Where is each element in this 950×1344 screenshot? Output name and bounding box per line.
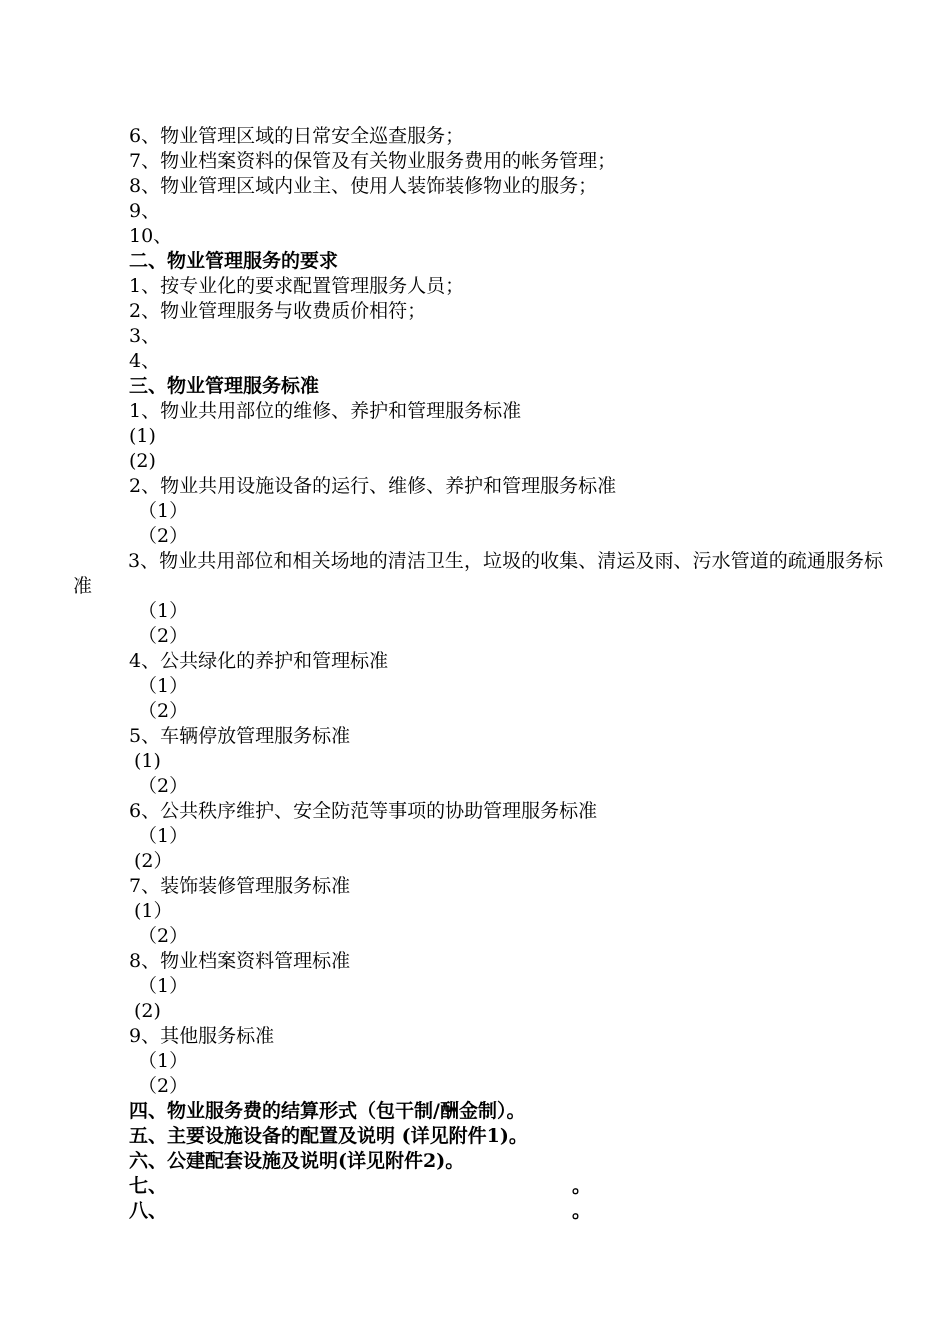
standard-title-6: 6、公共秩序维护、安全防范等事项的协助管理服务标准 [129, 800, 598, 822]
section-heading-6: 六、公建配套设施及说明(详见附件2)。 [129, 1150, 465, 1172]
section-heading-4: 四、物业服务费的结算形式（包干制/酬金制）。 [129, 1100, 526, 1122]
standard-4-sub-2: （2） [138, 700, 189, 722]
requirement-item-3: 3、 [129, 325, 161, 347]
standard-2-sub-2: （2） [138, 525, 189, 547]
standard-3-sub-1: （1） [138, 600, 189, 622]
requirement-item-1: 1、按专业化的要求配置管理服务人员； [129, 275, 465, 297]
standard-8-sub-1: （1） [138, 975, 189, 997]
standard-9-sub-1: （1） [138, 1050, 189, 1072]
standard-title-5: 5、车辆停放管理服务标准 [129, 725, 351, 747]
requirement-item-2: 2、物业管理服务与收费质价相符； [129, 300, 427, 322]
standard-title-3: 3、物业共用部位和相关场地的清洁卫生，垃圾的收集、清运及雨、污水管道的疏通服务标准 [73, 550, 883, 597]
standard-4-sub-1: （1） [138, 675, 189, 697]
section-7-end-mark: 。 [572, 1175, 592, 1197]
standard-title-7: 7、装饰装修管理服务标准 [129, 875, 351, 897]
requirement-item-4: 4、 [129, 350, 161, 372]
standard-7-sub-1: (1） [134, 900, 173, 922]
service-item-7: 7、物业档案资料的保管及有关物业服务费用的帐务管理； [129, 150, 617, 172]
service-item-6: 6、物业管理区域的日常安全巡查服务； [129, 125, 465, 147]
standard-title-2: 2、物业共用设施设备的运行、维修、养护和管理服务标准 [129, 475, 617, 497]
section-heading-8: 八、 [129, 1200, 168, 1222]
section-heading-3: 三、物业管理服务标准 [129, 375, 320, 397]
section-heading-5: 五、主要设施设备的配置及说明 (详见附件1)。 [129, 1125, 528, 1147]
section-heading-7: 七、 [129, 1175, 168, 1197]
standard-title-9: 9、其他服务标准 [129, 1025, 275, 1047]
standard-7-sub-2: （2） [138, 925, 189, 947]
service-item-10: 10、 [129, 225, 173, 247]
standard-6-sub-2: (2） [134, 850, 173, 872]
standard-title-1: 1、物业共用部位的维修、养护和管理服务标准 [129, 400, 522, 422]
standard-9-sub-2: （2） [138, 1075, 189, 1097]
standard-5-sub-1: (1) [134, 750, 161, 772]
standard-3-sub-2: （2） [138, 625, 189, 647]
section-8-end-mark: 。 [572, 1200, 592, 1222]
standard-2-sub-1: （1） [138, 500, 189, 522]
standard-title-4: 4、公共绿化的养护和管理标准 [129, 650, 389, 672]
standard-5-sub-2: （2） [138, 775, 189, 797]
standard-1-sub-2: (2) [129, 450, 156, 472]
standard-1-sub-1: (1) [129, 425, 156, 447]
standard-8-sub-2: (2) [134, 1000, 161, 1022]
service-item-9: 9、 [129, 200, 161, 222]
standard-6-sub-1: （1） [138, 825, 189, 847]
standard-title-8: 8、物业档案资料管理标准 [129, 950, 351, 972]
service-item-8: 8、物业管理区域内业主、使用人装饰装修物业的服务； [129, 175, 598, 197]
section-heading-2: 二、物业管理服务的要求 [129, 250, 339, 272]
